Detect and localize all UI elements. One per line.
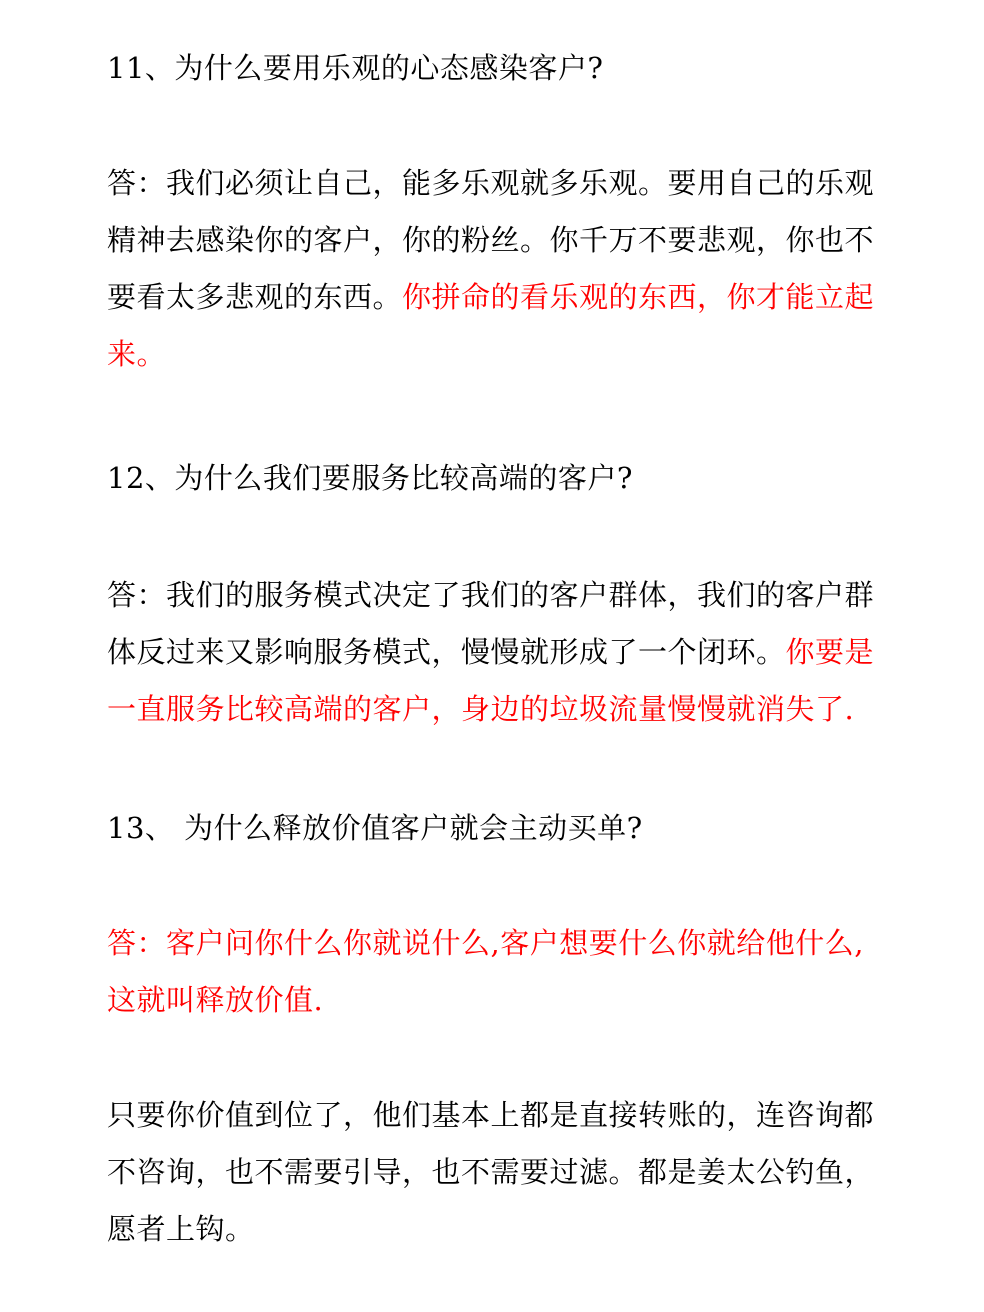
answer-11-highlight: 你拼命的看乐观的东西，你才能立起来。 [107,280,875,371]
question-13: 13、 为什么释放价值客户就会主动买单? [107,811,643,845]
answer-13: 答：客户问你什么你就说什么,客户想要什么你就给他什么,这就叫释放价值. [107,926,864,1017]
question-11: 11、为什么要用乐观的心态感染客户? [107,51,604,85]
answer-12-text: 答：我们的服务模式决定了我们的客户群体，我们的客户群体反过来又影响服务模式，慢慢就形成了一个闭环。 [107,578,875,669]
answer-12 [107,567,882,738]
question-12: 12、为什么我们要服务比较高端的客户? [107,461,633,495]
closing-paragraph: 只要你价值到位了，他们基本上都是直接转账的，连咨询都不咨询，也不需要引导，也不需要过滤。都是姜太公钓鱼，愿者上钩。 [107,1098,875,1246]
answer-11 [107,155,882,383]
answer-11-text: 答：我们必须让自己，能多乐观就多乐观。要用自己的乐观精神去感染你的客户，你的粉丝。你千万不要悲观，你也不要看太多悲观的东西。 [107,166,875,314]
answer-12-highlight: 你要是一直服务比较高端的客户，身边的垃圾流量慢慢就消失了. [107,635,875,726]
